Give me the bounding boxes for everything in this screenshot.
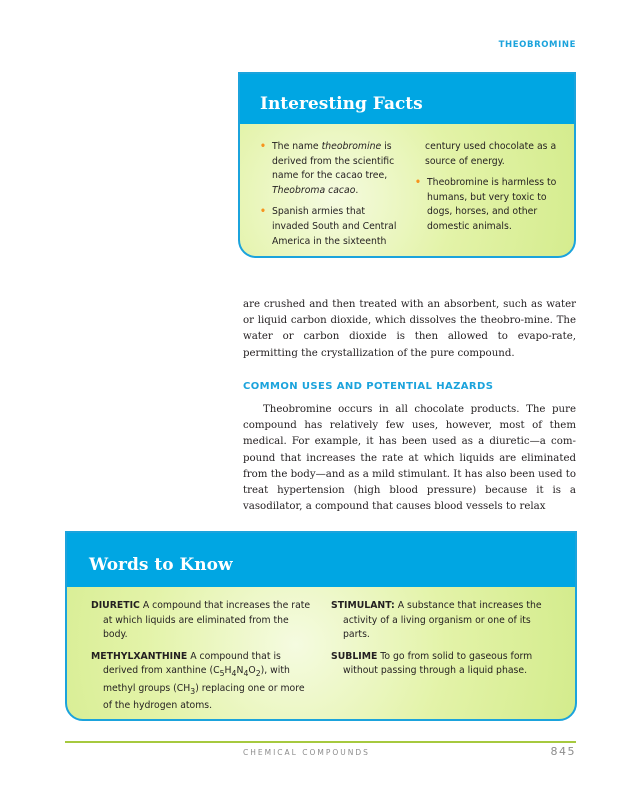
words-column-left: [91, 599, 316, 721]
fact-item: • Theobromine is harmless to humans, but very toxic to dogs, horses, and other domestic animals.: [415, 177, 557, 232]
interesting-facts-box: [238, 72, 576, 258]
words-column-right: [331, 599, 556, 686]
bullet-icon: •: [260, 206, 266, 218]
definition-methylxanthine: METHYLXANTHINE A compound that is derived from xanthine $(C_5H_4N_4O_2)$, with methyl groups $(CH_3)$ replacing one or more of the hydrogen atoms.: [91, 650, 305, 712]
body-paragraph: are crushed and then treated with an absorbent, such as water or liquid carbon dioxide, which dissolves the theobro-mine. The water or carbon dioxide is then allowed to evapo-rate, permitting the crystallization of the pure compound.: [243, 299, 576, 359]
fact-item: • Spanish armies that invaded South and Central America in the sixteenth: [260, 206, 397, 247]
fact-item: • The name theobromine is derived from the scientific name for the cacao tree, Theobroma cacao.: [260, 141, 395, 196]
fact-item-continued: century used chocolate as a source of energy.: [425, 141, 557, 167]
running-head: THEOBROMINE: [498, 40, 576, 50]
words-title: Words to Know: [89, 555, 233, 575]
page-number: 845: [550, 745, 576, 758]
section-heading: COMMON USES AND POTENTIAL HAZARDS: [243, 381, 494, 392]
words-to-know-box: [65, 531, 577, 721]
facts-title: Interesting Facts: [260, 94, 423, 114]
bullet-icon: •: [415, 177, 421, 189]
bullet-icon: •: [260, 141, 266, 152]
facts-column-right: [415, 140, 560, 242]
facts-column-left: [260, 140, 405, 256]
definition-diuretic: DIURETIC A compound that increases the rate at which liquids are eliminated from the body.: [91, 600, 311, 641]
definition-stimulant: STIMULANT: A substance that increases the activity of a living organism or one of its parts.: [331, 600, 542, 641]
footer-rule: [65, 741, 576, 743]
footer-book-title: CHEMICAL COMPOUNDS: [243, 748, 370, 757]
body-paragraph: Theobromine occurs in all chocolate products. The pure compound has relatively few uses, however, most of them medical. For example, it has been used as a diuretic—a com-pound that increases the rate at which liquids are eliminated from the body—and as a mild stimulant. It has also been used to treat hypertension (high blood pressure) because it is a vasodilator, a compound that causes blood vessels to relax: [243, 404, 576, 513]
definition-sublime: SUBLIME To go from solid to gaseous form without passing through a liquid phase.: [331, 650, 533, 677]
